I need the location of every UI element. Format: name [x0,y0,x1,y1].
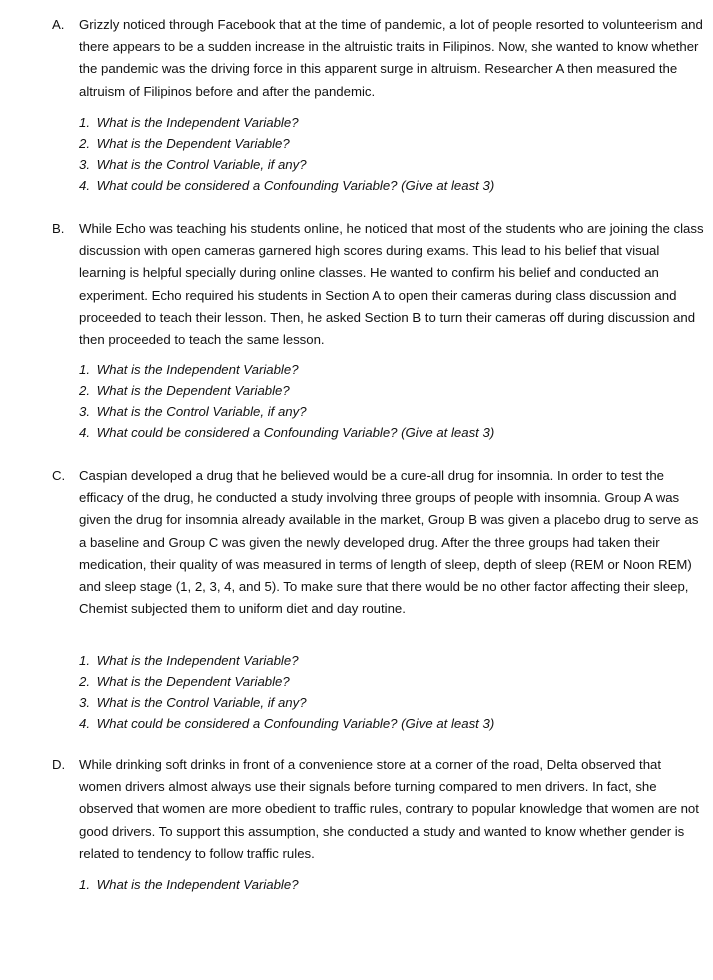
question-number: 4. [79,425,90,440]
question-item [79,359,494,380]
question-item [79,874,299,895]
problem-letter: C. [52,468,66,483]
question-number: 1. [79,115,90,130]
question-item [79,713,494,734]
question-item [79,175,494,196]
question-text: What is the Control Variable, if any? [96,404,307,419]
question-text: What could be considered a Confounding Variable? (Give at least 3) [96,178,495,193]
problem-letter: A. [52,17,65,32]
question-number: 3. [79,404,90,419]
question-item [79,422,494,443]
question-number: 2. [79,674,90,689]
question-text: What is the Independent Variable? [96,653,299,668]
question-text: What is the Independent Variable? [96,877,299,892]
question-item [79,112,494,133]
question-text: What is the Independent Variable? [96,115,299,130]
question-text: What is the Control Variable, if any? [96,695,307,710]
question-item [79,692,494,713]
question-number: 3. [79,695,90,710]
problem-text: Caspian developed a drug that he believed would be a cure-all drug for insomnia. In order to test the efficacy of the drug, he conducted a study involving three groups of people with insomnia. Group A was given the drug for insomnia already available in the market, Group B was given a placebo drug to serve as a baseline and Group C was given the newly developed drug. After the three groups had taken their medication, their quality of was measured in terms of length of sleep, depth of sleep (REM or Noon REM) and sleep stage (1, 2, 3, 4, and 5). To make sure that there would be no other factor affecting their sleep, Chemist subjected them to uniform diet and day routine. [79,468,699,617]
question-list [79,112,494,196]
problem-text: While drinking soft drinks in front of a convenience store at a corner of the road, Delta observed that women drivers almost always use their signals before turning compared to men drivers. In fact, she observed that women are more obedient to traffic rules, contrary to popular knowledge that women are not good drivers. To support this assumption, she conducted a study and wanted to know whether gender is related to tendency to follow traffic rules. [79,757,699,861]
question-number: 2. [79,136,90,151]
question-item [79,650,494,671]
problem-text: Grizzly noticed through Facebook that at the time of pandemic, a lot of people resorted to volunteerism and there appears to be a sudden increase in the altruistic traits in Filipinos. Now, she wanted to know whether the pandemic was the driving force in this apparent surge in altruism. Researcher A then measured the altruism of Filipinos before and after the pandemic. [79,17,703,99]
question-item [79,380,494,401]
question-number: 1. [79,362,90,377]
question-text: What could be considered a Confounding Variable? (Give at least 3) [96,425,495,440]
question-number: 4. [79,178,90,193]
question-text: What is the Independent Variable? [96,362,299,377]
question-item [79,401,494,422]
question-item [79,671,494,692]
question-number: 3. [79,157,90,172]
question-text: What is the Control Variable, if any? [96,157,307,172]
question-number: 1. [79,653,90,668]
question-item [79,133,494,154]
question-list [79,874,299,895]
question-text: What is the Dependent Variable? [96,136,290,151]
problem-letter: D. [52,757,66,772]
problem-text: While Echo was teaching his students online, he noticed that most of the students who are joining the class discussion with open cameras garnered high scores during exams. This lead to his belief that visual learning is helpful specially during online classes. He wanted to confirm his belief and conducted an experiment. Echo required his students in Section A to open their cameras during class discussion and proceeded to teach their lesson. Then, he asked Section B to turn their cameras off during discussion and then proceeded to teach the same lesson. [79,221,704,348]
question-number: 1. [79,877,90,892]
question-list [79,650,494,734]
question-text: What could be considered a Confounding Variable? (Give at least 3) [96,716,495,731]
question-text: What is the Dependent Variable? [96,383,290,398]
problem-letter: B. [52,221,65,236]
question-text: What is the Dependent Variable? [96,674,290,689]
question-number: 4. [79,716,90,731]
question-item [79,154,494,175]
question-number: 2. [79,383,90,398]
question-list [79,359,494,443]
